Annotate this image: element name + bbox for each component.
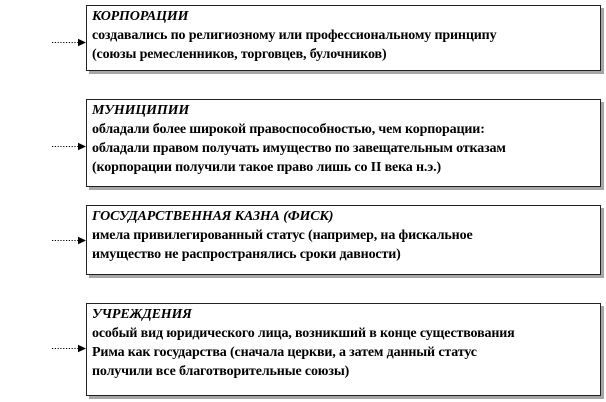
block-title: КОРПОРАЦИИ — [92, 9, 189, 24]
block-text-line: обладали правом получать имущество по завещательным отказам — [92, 141, 506, 156]
block-text-line: имущество не распространялись сроки давности) — [92, 247, 401, 262]
block-text-line: Рима как государства (сначала церкви, а затем данный статус — [92, 345, 477, 360]
dotted-arrow-right-icon — [52, 142, 86, 151]
dotted-arrow-right-icon — [52, 38, 86, 47]
dotted-arrow-right-icon — [52, 344, 86, 353]
block-title: УЧРЕЖДЕНИЯ — [92, 307, 192, 322]
block-title: ГОСУДАРСТВЕННАЯ КАЗНА (ФИСК) — [92, 209, 334, 224]
dotted-arrow-right-icon — [52, 236, 86, 245]
block-text-line: имела привилегированный статус (например, на фискальное — [92, 228, 473, 243]
block-text-line: получили все благотворительные союзы) — [92, 364, 350, 379]
block-text-line: обладали более широкой правоспособностью, чем корпорации: — [92, 122, 485, 137]
block-state-treasury — [86, 205, 601, 275]
block-title: МУНИЦИПИИ — [92, 103, 190, 118]
block-text-line: особый вид юридического лица, возникший в конце существования — [92, 326, 515, 341]
block-institutions — [86, 303, 601, 396]
block-text-line: (союзы ремесленников, торговцев, булочников) — [92, 47, 387, 62]
block-municipia — [86, 99, 601, 187]
block-corporations — [86, 5, 601, 71]
block-text-line: создавались по религиозному или профессиональному принципу — [92, 28, 497, 43]
block-text-line: (корпорации получили такое право лишь со II века н.э.) — [92, 160, 442, 175]
